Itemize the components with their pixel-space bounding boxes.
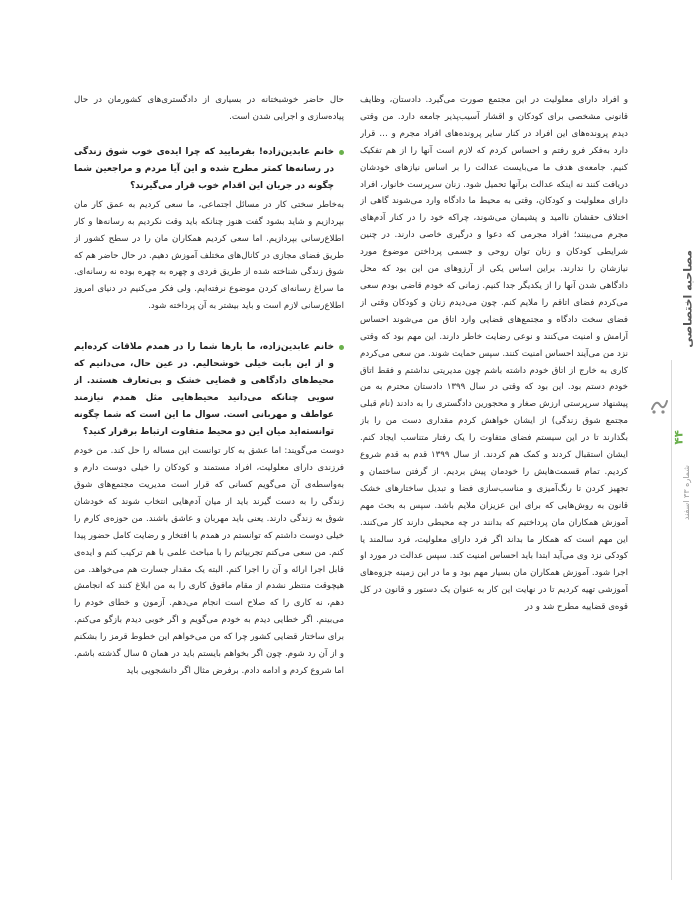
magazine-logo-icon xyxy=(648,395,670,417)
page-number: ۴۴ xyxy=(672,430,686,445)
body-paragraph-intro: حال حاضر خوشبختانه در بسیاری از دادگستری‌های کشورمان در حال پیاده‌سازی و اجرایی شدن است. xyxy=(74,95,344,122)
question-text: خانم عابدین‌زاده، ما بارها شما را در همدم ملاقات کرده‌ایم و از این بابت خیلی خوشحالیم. در عین حال، می‌دانیم که محیط‌های دادگاهی و قضایی خشک و بی‌تعارف هستند. از سویی چنانکه می‌دانید محیط‌هایی مثل همدم نیازمند عواطف و مهربانی است. سوال ما این است که شما چگونه توانسته‌اید میان این دو محیط متفاوت ارتباط برقرار کنید؟ xyxy=(74,342,334,438)
interview-question xyxy=(74,144,344,195)
answer-paragraph: دوست می‌گویند: اما عشق به کار توانست این مساله را حل کند. من خودم فرزندی دارای معلولیت، افراد مستمند و کودکان را خیلی دوست دارم و به‌واسطه‌ی آن می‌گویم کسانی که قرار است مدیریت مجتمع‌های شوق زندگی را به دست گیرند باید از میان آدم‌هایی انتخاب شوند که خودشان شوق به زندگی دارند. یعنی باید مهربان و عاشق باشند. من حوزه‌ی کارم را خیلی دوست داشتم که توانستم در همدم با افتخار و رضایت کامل حضور پیدا کنم. من سعی می‌کنم تجربیاتم را با مباحث علمی با هم ترکیب کنم و ایده‌ی قابل اجرا ارائه و آن را اجرا کنم. البته یک مقدار جسارت هم می‌خواهد. من هیچوقت منتظر نشدم از مقام مافوق کاری را به من ابلاغ کنند که انجامش دهم، نه کاری را که صلاح است انجام می‌دهم. آزمون و خطای خودم را می‌بینم. اگر خطایی دیدم به خودم می‌گویم و اگر خوبی دیدم بازگو می‌کنم. برای ساختار قضایی کشور چرا که من می‌خواهم این خطوط قرمز را بشکنم و از آن رد شوم. چون اگر بخواهم بایستم باید در همان ۵ سال گذشته باشم. اما شروع کردم و ادامه دادم. برفرض مثال اگر دانشجویی باید xyxy=(74,446,344,676)
text-column-right xyxy=(360,92,628,830)
margin-divider xyxy=(671,360,672,880)
answer-paragraph: به‌خاطر سختی کار در مسائل اجتماعی، ما سعی کردیم به عمق کار مان بپردازیم و شاید بشود گفت هنوز چنانکه باید وقت نکردیم به رسانه‌ها و کار اطلاع‌رسانی بپردازیم. اما سعی کردیم همکاران مان را در سطح کشور از طریق فضای مجازی در کانال‌های مختلف آموزش دهیم. در حال حاضر هم که شوق زندگی شناخته شده از طریق فردی و چهره به چهره بوده نه رسانه‌ای. ما سراغ رسانه‌ای کردن موضوع نرفته‌ایم. ولی فکر می‌کنیم در دنیای امروز اطلاع‌رسانی لازم است و باید بیشتر به آن پرداخته شود. xyxy=(74,199,344,312)
page-margin-strip xyxy=(638,0,700,900)
section-name: مصاحبه اختصاصی xyxy=(682,250,695,348)
spacer xyxy=(74,126,344,144)
spacer xyxy=(74,315,344,339)
bullet-dot-icon xyxy=(339,150,344,155)
body-paragraph: و افراد دارای معلولیت در این مجتمع صورت می‌گیرد. دادستان، وظایف قانونی مشخصی برای کودکان و اقشار آسیب‌پذیر جامعه دارد. من وقتی دیدم پرونده‌های این افراد در کنار سایر پرونده‌های افراد مجرم و … قرار دارد به‌فکر فرو رفتم و احساس کردم که لازم است آنها را از هم تفکیک کنیم. جامعه‌ی هدف ما می‌بایست عدالت را بر اساس نیازهای خودشان دریافت کنند نه اینکه عدالت برآنها تحمیل شود. زنان سرپرست خانوار، افراد دارای معلولیت و کودکان، وقتی به محیط ما دادگاه وارد می‌شوند گاهی از اختلاف حقشان ناامید و پشیمان می‌شوند، چراکه خود را در کنار آدم‌های مجرم می‌بینند؛ افراد مجرمی که دعوا و درگیری خاصی دارند. در چنین شرایطی کودکان و زنان توان روحی و جسمی پرداختن موضوع مورد نیازشان را ندارند. براین اساس یکی از آرزوهای من این بود که محل دادگاهی شدن آنها را از یکدیگر جدا کنیم. زمانی که خودم قاضی بودم سعی می‌کردم فضای اتاقم را ملایم کنم. چون می‌دیدم زنان و کودکان وقتی از فضای سخت دادگاه و مجتمع‌های قضایی وارد اتاق من می‌شوند احساس آرامش و امنیت می‌کنند و نوعی رضایت خاطر دارند. این مهم بود که وقتی نزد من می‌آیند احساس امنیت کنند. سپس حمایت شوند. من سعی می‌کردم کاری به خارج از اتاق خودم داشته باشم چون مدیریتی نداشتم و فقط اتاق خودم دستم بود. این بود که وقتی در سال ۱۳۹۹ دادستان محترم به من پیشنهاد سرپرستی ارزش صغار و محجورین دادگستری را به دادند (نام قبلی مجتمع شوق زندگی) از ایشان خواهش کردم مقداری دست من را باز بگذارند تا در این سیستم فضای متفاوت را یک رفتار متناسب ایجاد کنم. ایشان استقبال کردند و کمک هم کردند. از سال ۱۳۹۹ قدم به قدم شروع کردیم. تمام قسمت‌هایش را خودمان پیش بردیم. از گرفتن ساختمان و تجهیز کردن تا رنگ‌آمیزی و مناسب‌سازی فضا و تبدیل ساختارهای خشک قانون به روش‌هایی که برای این عزیزان ملایم باشد. سپس به بحث مهم آموزش همکاران مان پرداختیم که بدانند در چه محیطی دارند کار می‌کنند. این مهم است که همکار ما بداند اگر فرد دارای معلولیت، فرد سالمند یا کودکی نزد وی می‌آید ابتدا باید احساس امنیت کند. سپس عدالت در مورد او اجرا شود. آموزش همکاران مان بسیار مهم بود و ما در این زمینه جزوه‌های آموزشی تهیه کردیم تا در نهایت این کار به عنوان یک دستور و قانون در کل قوه‌ی قضاییه مطرح شد و در xyxy=(360,95,628,613)
bullet-dot-icon xyxy=(339,345,344,350)
issue-label: شماره ۳۳ اسفند xyxy=(682,465,691,521)
question-text: خانم عابدین‌زاده! بفرمایید که چرا ایده‌ی خوب شوق زندگی در رسانه‌ها کمتر مطرح شده و این آیا مردم و مراجعین شما چگونه در جریان این اقدام خوب قرار می‌گیرند؟ xyxy=(74,146,334,191)
interview-question xyxy=(74,339,344,441)
text-column-left xyxy=(74,92,344,830)
